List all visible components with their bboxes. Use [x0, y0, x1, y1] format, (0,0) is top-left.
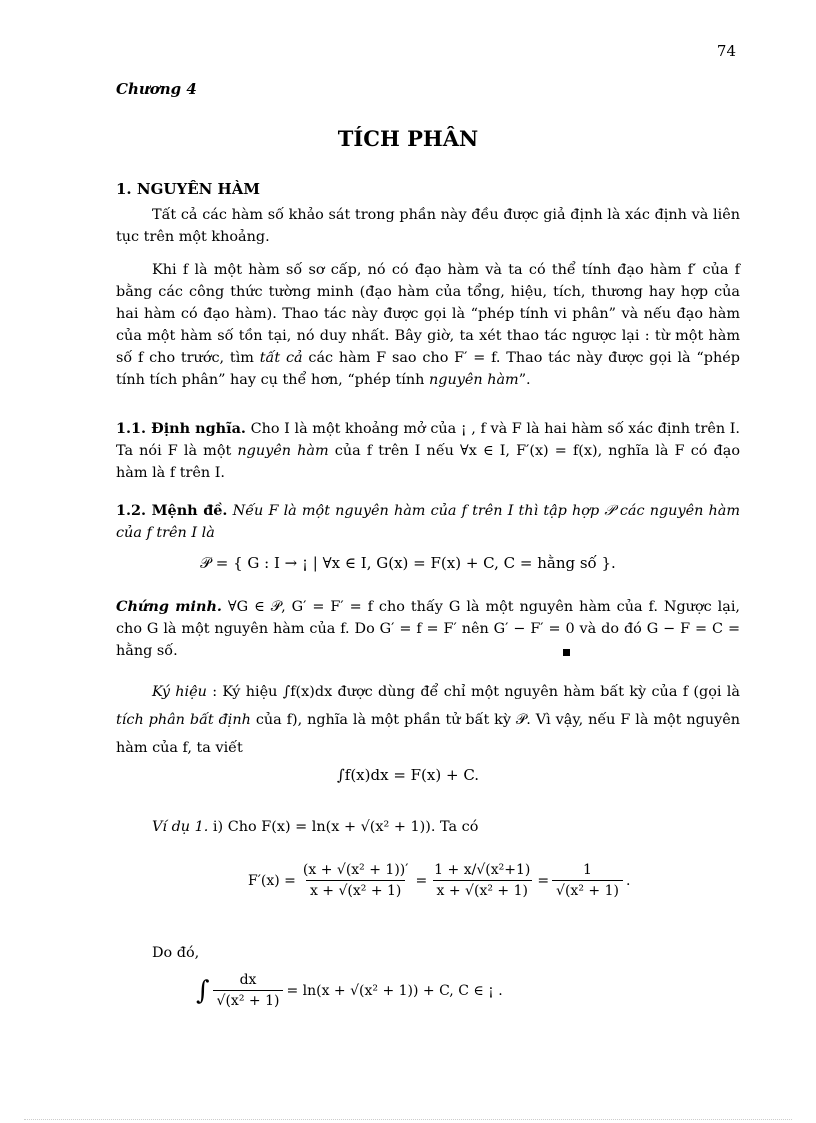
notation-block: Ký hiệu : Ký hiệu ∫f(x)dx được dùng để chỉ một nguyên hàm bất kỳ của f (gọi là tích phân bất định của f), nghĩa là một phần tử bất kỳ 𝒫. Vì vậy, nếu F là một nguyên hàm của f, ta viết — [116, 684, 741, 756]
definition-label: 1.1. Định nghĩa. — [116, 420, 246, 437]
derivative-formula: F′(x) = $\frac{\text{(x + √(x² + 1))′}}{\text{x + √(x² + 1)}}$ = $\frac{\text{1 + x/√(x²+1)}}{\text{x + √(x² + 1)}}$ = $\frac{1}{\text{√(x² + 1)}}$ . — [248, 862, 631, 899]
example-label: Ví dụ 1. — [152, 819, 209, 835]
notation-label: Ký hiệu — [152, 684, 207, 700]
section-heading: 1. NGUYÊN HÀM — [116, 180, 260, 198]
definition-block: 1.1. Định nghĩa. Cho I là một khoảng mở của ¡ , f và F là hai hàm số xác định trên I. Ta nói F là một nguyên hàm của f trên I nếu ∀x ∈ I, F′(x) = f(x), nghĩa là F có đạo hàm là f trên I. — [116, 420, 740, 481]
final-formula: ∫ $\frac{dx}{\text{√(x² + 1)}}$ = ln(x + √(x² + 1)) + C, C ∈ ¡ . — [196, 972, 503, 1009]
page-title: TÍCH PHÂN — [337, 126, 479, 151]
example-block: Ví dụ 1. i) Cho F(x) = ln(x + √(x² + 1)). Ta có — [152, 819, 479, 835]
integral-formula: ∫f(x)dx = F(x) + C. — [336, 766, 480, 784]
proposition-label: 1.2. Mệnh đề. — [116, 502, 228, 519]
page-bottom-border — [24, 1119, 792, 1120]
conclusion-text: Do đó, — [152, 945, 200, 961]
chapter-label: Chương 4 — [116, 80, 197, 98]
paragraph-derivative: Khi f là một hàm số sơ cấp, nó có đạo hàm và ta có thể tính đạo hàm f′ của f bằng các công thức tường minh (đạo hàm của tổng, hiệu, tích, thương hay hợp của hai hàm có đạo hàm). Thao tác này được gọi là “phép tính vi phân” và nếu đạo hàm của một hàm số tồn tại, nó duy nhất. Bây giờ, ta xét thao tác ngược lại : từ một hàm số f cho trước, tìm tất cả các hàm F sao cho F′ = f. Thao tác này được gọi là “phép tính tích phân” hay cụ thể hơn, “phép tính nguyên hàm”. — [116, 262, 740, 388]
proposition-block: 1.2. Mệnh đề. Nếu F là một nguyên hàm của f trên I thì tập hợp 𝒫 các nguyên hàm của f trên I là — [116, 502, 740, 541]
page-number: 74 — [716, 42, 736, 60]
qed-mark — [563, 649, 570, 656]
proposition-formula: 𝒫 = { G : I → ¡ | ∀x ∈ I, G(x) = F(x) + C, C = hằng số }. — [200, 554, 616, 572]
paragraph-intro: Tất cả các hàm số khảo sát trong phần này đều được giả định là xác định và liên tục trên một khoảng. — [116, 207, 740, 245]
proof-label: Chứng minh. — [116, 598, 222, 615]
proof-block: Chứng minh. ∀G ∈ 𝒫, G′ = F′ = f cho thấy G là một nguyên hàm của f. Ngược lại, cho G là một nguyên hàm của f. Do G′ = f = F′ nên G′ − F′ = 0 và do đó G − F = C = hằng số. — [116, 598, 740, 659]
